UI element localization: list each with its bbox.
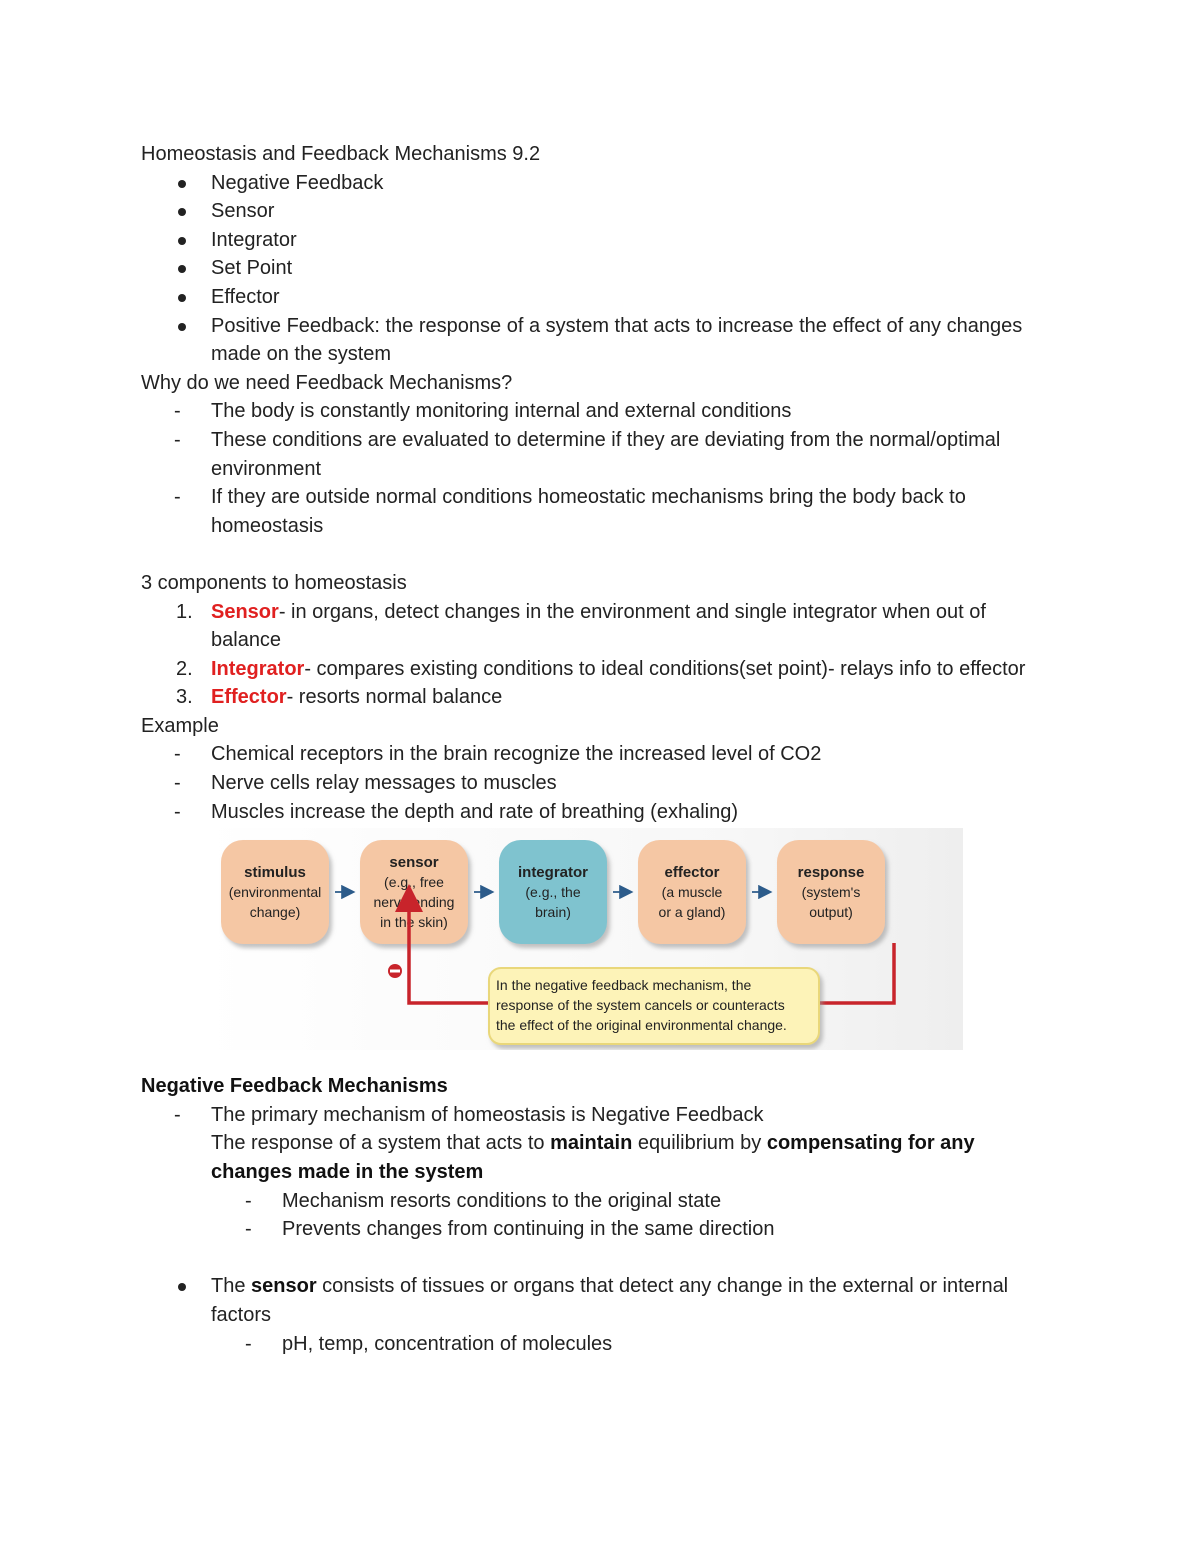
list-item: - Prevents changes from continuing in the same direction	[141, 1215, 1061, 1244]
list-item: Integrator	[141, 226, 1061, 255]
diagram-box-text: (system's	[801, 884, 861, 901]
example-list	[141, 740, 1061, 826]
list-item: - The body is constantly monitoring internal and external conditions	[141, 397, 1061, 426]
dash-marker: -	[174, 743, 181, 766]
minus-icon-bar	[390, 970, 400, 973]
list-item: - If they are outside normal conditions homeostatic mechanisms bring the body back to homeostasis	[141, 483, 1061, 540]
list-item: - Muscles increase the depth and rate of breathing (exhaling)	[141, 798, 1061, 827]
list-item: The sensor consists of tissues or organs that detect any change in the external or internal factors	[141, 1272, 1061, 1329]
components-heading: 3 components to homeostasis	[141, 571, 407, 594]
bullet-icon	[178, 237, 186, 245]
bullet-icon	[178, 1283, 186, 1291]
diagram-box-text: (a muscle	[661, 884, 723, 901]
list-item: - Chemical receptors in the brain recognize the increased level of CO2	[141, 740, 1061, 769]
list-item: - The primary mechanism of homeostasis is Negative Feedback The response of a system that acts to maintain equilibrium by compensating for any changes made in the system	[141, 1101, 1061, 1187]
diagram-box-title: integrator	[517, 864, 589, 882]
feedback-diagram-svg	[201, 828, 963, 1050]
diagram-box-sensor	[360, 840, 468, 944]
bullet-icon	[178, 208, 186, 216]
term-effector: Effector	[211, 686, 287, 709]
document-page	[141, 140, 1061, 1358]
diagram-box-response	[777, 840, 885, 944]
diagram-box-effector	[638, 840, 746, 944]
number-marker: 2.	[176, 657, 193, 680]
diagram-box-text: output)	[809, 904, 853, 921]
diagram-box-stimulus	[221, 840, 329, 944]
spacer	[141, 540, 1061, 569]
diagram-box-title: sensor	[389, 854, 439, 872]
diagram-box-text: in the skin)	[380, 914, 448, 931]
dash-marker: -	[174, 1103, 181, 1126]
bullet-icon	[178, 294, 186, 302]
list-item: Set Point	[141, 254, 1061, 283]
list-item: Effector	[141, 283, 1061, 312]
feedback-diagram	[201, 828, 963, 1050]
dash-marker: -	[174, 800, 181, 823]
list-item: Sensor	[141, 197, 1061, 226]
list-item: 3. Effector- resorts normal balance	[141, 683, 1061, 712]
negative-feedback-heading: Negative Feedback Mechanisms	[141, 1075, 448, 1098]
diagram-boxes	[221, 840, 885, 944]
list-item: - These conditions are evaluated to determine if they are deviating from the normal/optimal environment	[141, 426, 1061, 483]
example-heading: Example	[141, 714, 219, 737]
list-item: Positive Feedback: the response of a system that acts to increase the effect of any changes made on the system	[141, 312, 1061, 369]
diagram-note	[489, 968, 819, 1044]
diagram-box-title: effector	[664, 864, 720, 882]
bullet-icon	[178, 180, 186, 188]
list-item: 2. Integrator- compares existing conditions to ideal conditions(set point)- relays info to effector	[141, 655, 1061, 684]
diagram-box-title: stimulus	[244, 864, 306, 882]
diagram-box-text: or a gland)	[658, 904, 726, 921]
diagram-box-text: (e.g., free	[384, 874, 444, 891]
list-item: - pH, temp, concentration of molecules	[141, 1330, 1061, 1359]
bullet-icon	[178, 323, 186, 331]
intro-bullet-list	[141, 169, 1061, 369]
term-sensor: Sensor	[211, 600, 279, 623]
spacer	[141, 1244, 1061, 1273]
diagram-box-text: change)	[249, 904, 301, 921]
bullet-icon	[178, 265, 186, 273]
components-list	[141, 598, 1061, 712]
diagram-box-title: response	[797, 864, 865, 882]
document-title: Homeostasis and Feedback Mechanisms 9.2	[141, 143, 541, 165]
diagram-box-integrator	[499, 840, 607, 944]
diagram-box-text: (e.g., the	[525, 884, 581, 901]
why-heading: Why do we need Feedback Mechanisms?	[141, 371, 513, 394]
dash-marker: -	[245, 1332, 252, 1355]
list-item: 1. Sensor- in organs, detect changes in the environment and single integrator when out of balance	[141, 598, 1061, 655]
dash-marker: -	[174, 772, 181, 795]
list-item: Negative Feedback	[141, 169, 1061, 198]
list-item: - Mechanism resorts conditions to the original state	[141, 1187, 1061, 1216]
diagram-box-text: nerve ending	[373, 894, 455, 911]
dash-marker: -	[174, 400, 181, 423]
note-line-2: response of the system cancels or counteracts	[496, 997, 785, 1014]
note-line-1: In the negative feedback mechanism, the	[496, 977, 752, 994]
diagram-box-text: brain)	[535, 904, 571, 921]
why-list	[141, 397, 1061, 540]
number-marker: 3.	[176, 686, 193, 709]
dash-marker: -	[245, 1189, 252, 1212]
dash-marker: -	[174, 428, 181, 451]
list-item: - Nerve cells relay messages to muscles	[141, 769, 1061, 798]
number-marker: 1.	[176, 600, 193, 623]
diagram-box-text: (environmental	[228, 884, 322, 901]
term-integrator: Integrator	[211, 657, 305, 680]
dash-marker: -	[174, 486, 181, 509]
dash-marker: -	[245, 1218, 252, 1241]
note-line-3: the effect of the original environmental change.	[496, 1017, 787, 1034]
